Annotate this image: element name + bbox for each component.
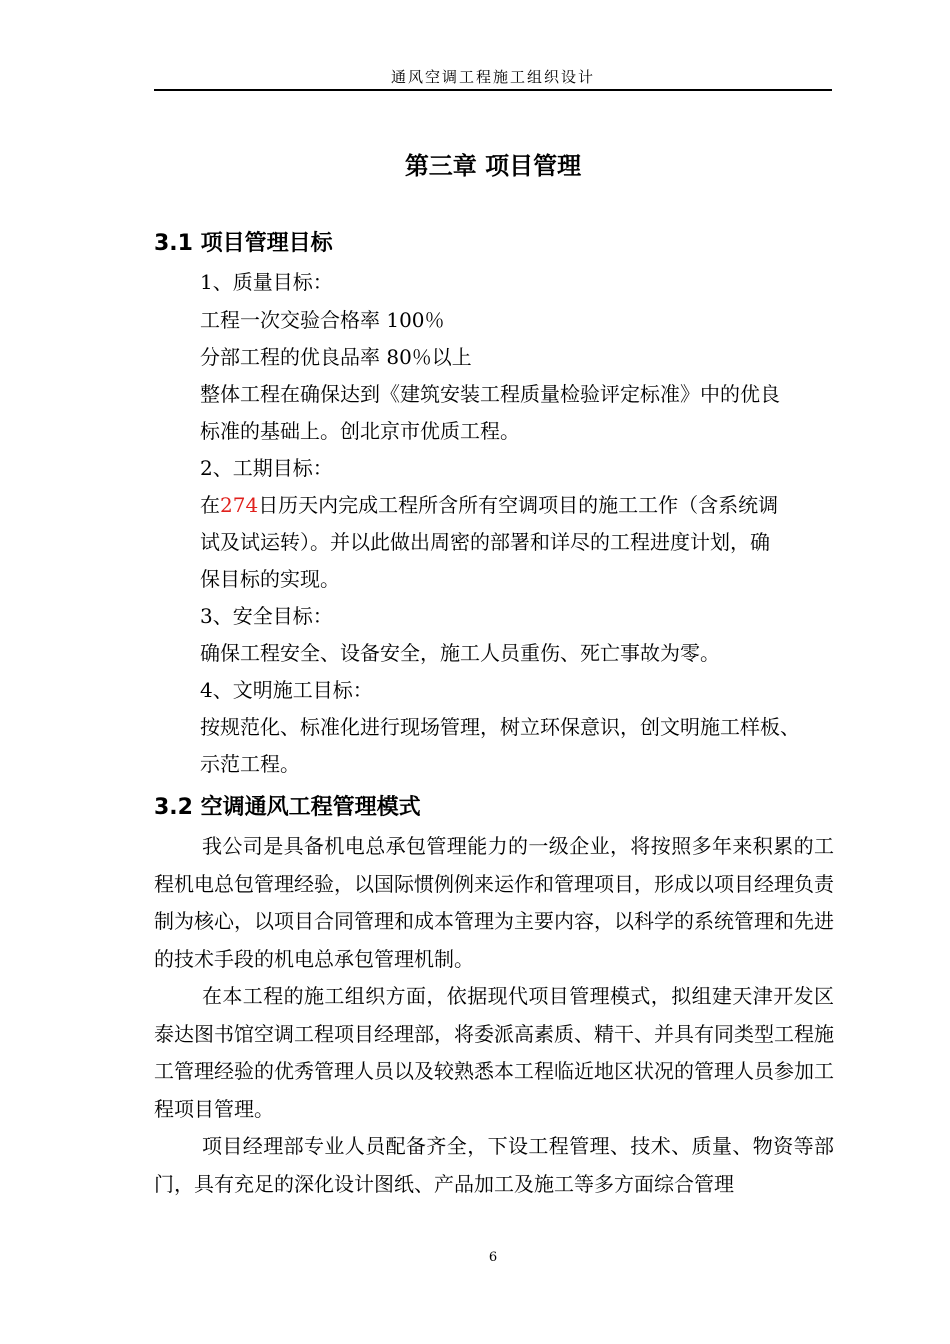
schedule-goal-line-c: 保目标的实现。 [200, 567, 340, 591]
quality-goal-label: 1、质量目标： [200, 270, 333, 294]
civil-goal-label: 4、文明施工目标： [200, 678, 373, 702]
page-number: 6 [488, 1250, 498, 1265]
section-heading-3-2: 3.2 空调通风工程管理模式 [154, 795, 421, 820]
schedule-goal-label: 2、工期目标： [200, 456, 333, 480]
paragraph-departments: 项目经理部专业人员配备齐全，下设工程管理、技术、质量、物资等部门，具有充足的深化设计图纸、产品加工及施工等多方面综合管理 [154, 1134, 834, 1196]
civil-goal-line-b: 示范工程。 [200, 752, 300, 776]
chapter-title: 第三章 项目管理 [404, 152, 582, 180]
schedule-goal-line-a [200, 489, 778, 518]
paragraph-organization: 在本工程的施工组织方面，依据现代项目管理模式，拟组建天津开发区泰达图书馆空调工程项目经理部，将委派高素质、精干、并具有同类型工程施工管理经验的优秀管理人员以及较熟悉本工程临近地区状况的管理人员参加工程项目管理。 [154, 984, 834, 1121]
running-header: 通风空调工程施工组织设计 [390, 68, 595, 86]
schedule-prefix: 在 [200, 493, 220, 517]
section-heading-3-1: 3.1 项目管理目标 [154, 231, 333, 256]
schedule-days: 274 [220, 493, 259, 517]
civil-goal-line-a: 按规范化、标准化进行现场管理，树立环保意识，创文明施工样板、 [200, 715, 800, 739]
quality-goal-line-2: 分部工程的优良品率 80％以上 [200, 345, 472, 369]
paragraph-company: 我公司是具备机电总承包管理能力的一级企业，将按照多年来积累的工程机电总包管理经验，以国际惯例例来运作和管理项目，形成以项目经理负责制为核心，以项目合同管理和成本管理为主要内容，以科学的系统管理和先进的技术手段的机电总承包管理机制。 [154, 834, 834, 971]
safety-goal-label: 3、安全目标： [200, 604, 333, 628]
quality-goal-line-1: 工程一次交验合格率 100％ [200, 308, 445, 332]
schedule-text-a: 日历天内完成工程所含所有空调项目的施工工作（含系统调 [258, 493, 779, 517]
schedule-goal-line-b: 试及试运转）。并以此做出周密的部署和详尽的工程进度计划，确 [200, 530, 770, 554]
header-divider [154, 89, 832, 91]
quality-goal-line-3b: 标准的基础上。创北京市优质工程。 [200, 419, 520, 443]
safety-goal-text: 确保工程安全、设备安全，施工人员重伤、死亡事故为零。 [200, 641, 720, 665]
quality-goal-line-3a: 整体工程在确保达到《建筑安装工程质量检验评定标准》中的优良 [200, 382, 780, 406]
